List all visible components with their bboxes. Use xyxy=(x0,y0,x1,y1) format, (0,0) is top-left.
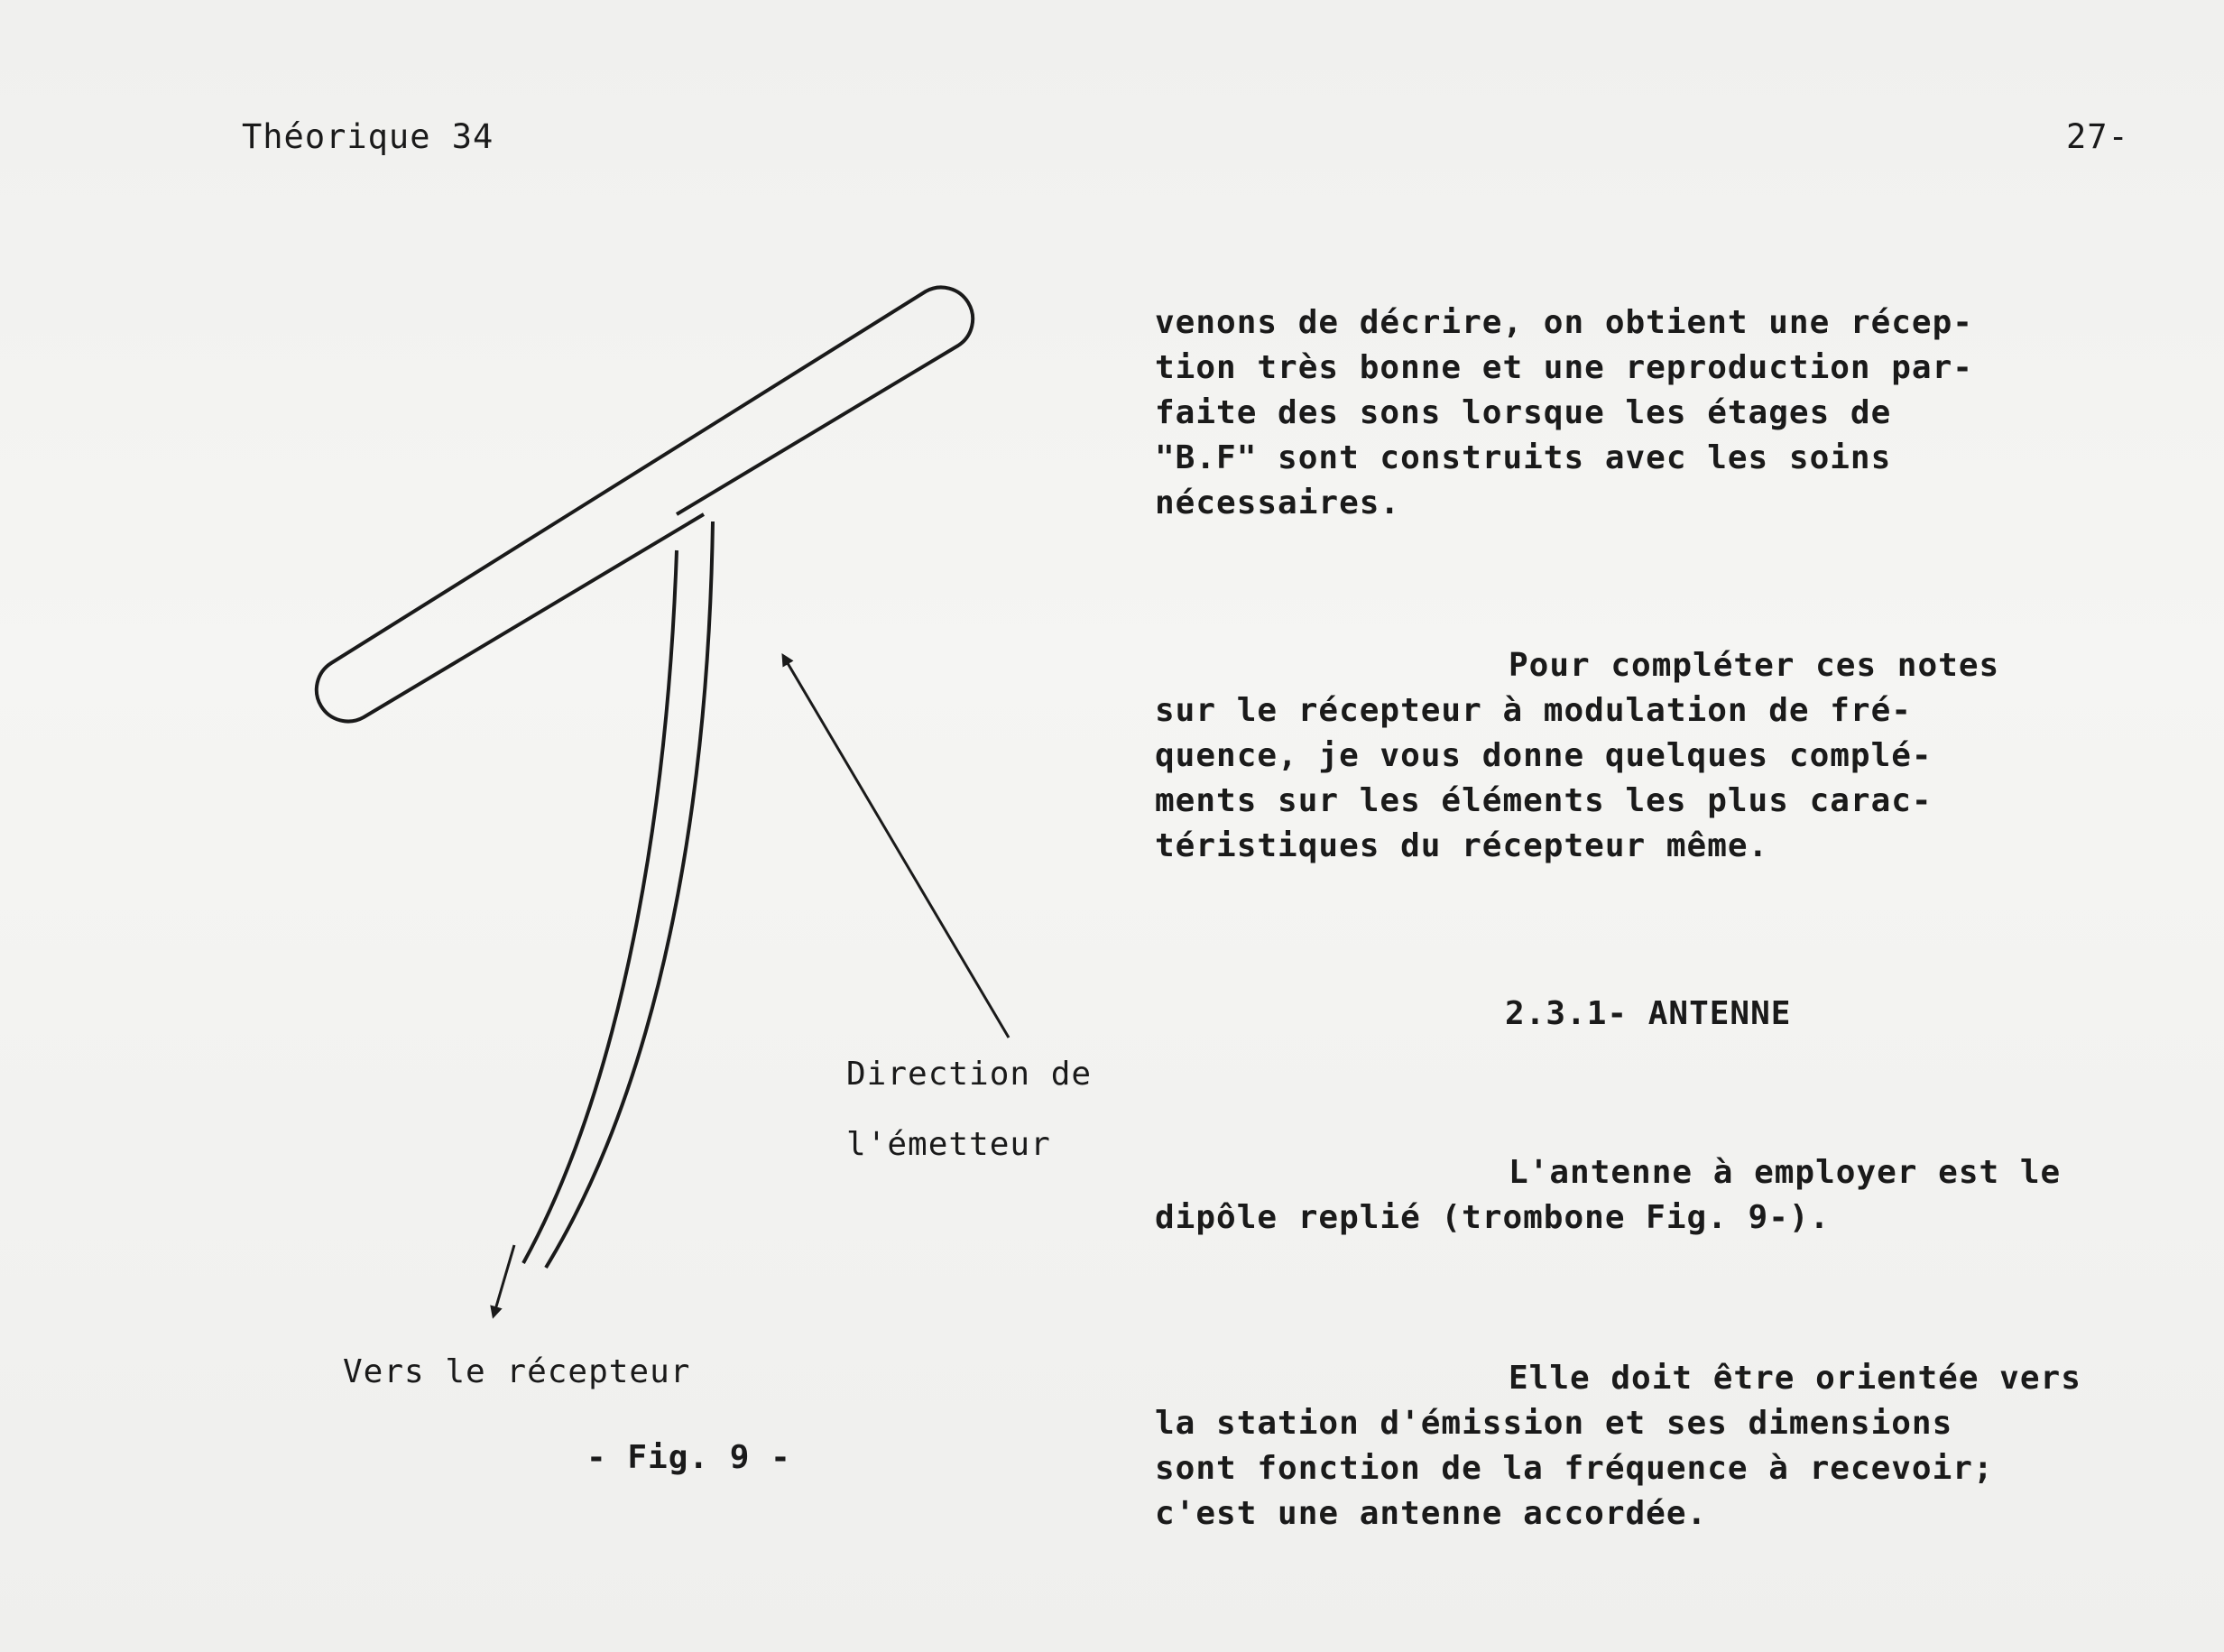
text-line: sur le récepteur à modulation de fré- xyxy=(1155,692,1912,729)
arrow-to-receiver xyxy=(494,1245,514,1313)
figure-caption: - Fig. 9 - xyxy=(586,1439,791,1476)
text-line: "B.F" sont construits avec les soins xyxy=(1155,439,1892,476)
text-line: faite des sons lorsque les étages de xyxy=(1155,394,1892,431)
paragraph-4 xyxy=(1155,1356,2156,1537)
text-line: c'est une antenne accordée. xyxy=(1155,1495,1708,1532)
paragraph-1 xyxy=(1155,300,2156,526)
label-direction-line1: Direction de xyxy=(846,1056,1093,1093)
text-line: Elle doit être orientée vers xyxy=(1509,1360,2081,1397)
text-line: sont fonction de la fréquence à recevoir; xyxy=(1155,1450,1994,1487)
page-header-left: Théorique 34 xyxy=(242,117,494,156)
text-line: Pour compléter ces notes xyxy=(1509,647,2000,684)
text-line: quence, je vous donne quelques complé- xyxy=(1155,737,1933,774)
paragraph-2 xyxy=(1155,643,2156,869)
arrow-transmitter-direction xyxy=(785,659,1009,1038)
text-line: dipôle replié (trombone Fig. 9-). xyxy=(1155,1199,1831,1236)
label-to-receiver: Vers le récepteur xyxy=(343,1353,691,1390)
text-line: tion très bonne et une reproduction par- xyxy=(1155,349,1973,386)
feed-line xyxy=(523,521,713,1268)
text-line: téristiques du récepteur même. xyxy=(1155,827,1769,864)
label-direction-line2: l'émetteur xyxy=(846,1126,1051,1163)
paragraph-3 xyxy=(1155,1150,2156,1241)
text-line: L'antenne à employer est le xyxy=(1509,1154,2062,1191)
text-line: la station d'émission et ses dimensions xyxy=(1155,1405,1953,1442)
text-line: venons de décrire, on obtient une récep- xyxy=(1155,304,1973,341)
section-title: 2.3.1- ANTENNE xyxy=(1505,995,1792,1032)
text-line: nécessaires. xyxy=(1155,485,1401,521)
folded-dipole xyxy=(317,288,973,722)
text-line: ments sur les éléments les plus carac- xyxy=(1155,782,1933,819)
page-number: 27- xyxy=(2066,117,2129,156)
